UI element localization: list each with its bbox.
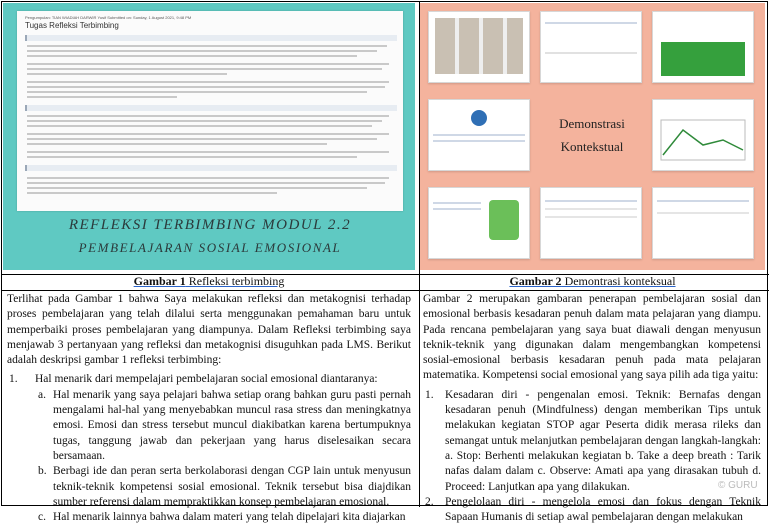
row-divider-captions <box>2 290 769 291</box>
sub-letter: b. <box>38 465 47 478</box>
banner-title: REFLEKSI TERBIMBING MODUL 2.2 <box>68 217 352 233</box>
demo-title-line2: Kontekstual <box>560 139 624 154</box>
slide-line <box>545 22 637 24</box>
slide-thumbnail <box>428 187 530 259</box>
text-line <box>27 125 372 127</box>
right-intro-paragraph: Gambar 2 merupakan gambaran penerapan pembelajaran sosial dan emosional berbasis kesadaran penuh dalam mata pelajaran yang diampu. Pada rencana pembelajaran yang saya buat diawali dengan menyusun teknik-teknik yang digunakan dalam mengembangkan kompetensi sosial-emosional berbasis kesadaran penuh pada mata pelajaran matematika. Kompetensi social emosional yang saya pilih ada tiga yaitu: <box>423 293 761 382</box>
slide-chart <box>661 42 745 76</box>
slide-line <box>545 216 637 218</box>
slide-photo-grid <box>435 18 523 74</box>
slide-thumbnail <box>428 11 530 83</box>
question-bar <box>25 165 397 171</box>
slide-line <box>657 212 749 214</box>
left-intro-paragraph: Terlihat pada Gambar 1 bahwa Saya melakukan refleksi dan metakognisi terhadap proses pembelajaran yang telah dilalui serta menggunakan pemahaman baru untuk memperbaiki proses pembelajaran yang diampunya. Dalam Refleksi terbimbing saya menjawab 3 pertanyaan yang refleksi dan metakognisi disuguhkan pada LMS. Berikut adalah deskripsi gambar 1 refleksi terbimbing: <box>7 293 411 367</box>
slide-line <box>433 208 481 210</box>
reflection-list <box>7 372 411 525</box>
list-item-text: Hal menarik dari mempelajari pembelajaran social emosional diantaranya: <box>35 373 378 386</box>
list-item <box>423 388 761 495</box>
text-line <box>27 63 389 65</box>
list-number: 1. <box>425 388 434 401</box>
slide-line <box>545 52 637 54</box>
text-line <box>27 143 327 145</box>
slide-line <box>545 208 637 210</box>
figure-1-image <box>3 3 415 270</box>
caption-text: Refleksi terbimbing <box>185 274 285 288</box>
text-line <box>27 96 177 98</box>
list-item <box>7 372 411 525</box>
text-line <box>27 86 385 88</box>
list-item <box>423 495 761 525</box>
sub-letter: a. <box>38 388 46 401</box>
sub-item-text: Berbagi ide dan peran serta berkolaborasi dengan CGP lain untuk menyusun teknik-teknik kompetensi sosial emosional. Teknik tersebut bisa diajdikan sumber referensi dalam mempraktikkan konsep pembelajaran emosional. <box>53 465 411 508</box>
text-line <box>27 120 382 122</box>
slide-line <box>433 202 481 204</box>
list-item-text: Pengelolaan diri - mengelola emosi dan fokus dengan Teknik Sapaan Humanis di setiap awal pembelajaran dengan melakukan <box>445 495 761 524</box>
text-line <box>27 50 377 52</box>
text-line <box>27 115 389 117</box>
sub-item-text: Hal menarik lainnya bahwa dalam materi yang telah dipelajari kita diajarkan <box>53 511 406 524</box>
caption-text: Demontrasi konteksual <box>561 274 676 288</box>
text-line <box>27 138 377 140</box>
document-meta: Pengumpulan: TIAN WIADIAH DARWIR Yusif Submitted on: Sunday, 1 August 2021, 9:48 PM <box>25 15 192 20</box>
text-line <box>27 156 357 158</box>
text-line <box>27 55 357 57</box>
slide-line <box>657 200 749 202</box>
text-line <box>27 73 227 75</box>
caption-label: Gambar 2 <box>509 274 562 288</box>
reflection-document <box>17 11 403 211</box>
question-bar <box>25 105 397 111</box>
sub-list-item <box>35 388 411 464</box>
figure-1-caption <box>3 274 415 289</box>
caption-label: Gambar 1 <box>133 274 186 288</box>
text-line <box>27 81 389 83</box>
text-line <box>27 182 385 184</box>
logo-icon <box>471 110 487 126</box>
watermark: © GURU <box>718 480 758 491</box>
list-item-text: Kesadaran diri - pengenalan emosi. Teknik: Bernafas dengan kesadaran penuh (Mindfulness) dengan memberikan Tips untuk melakukan kegiatan STOP agar Peserta didik merasa rileks dan semangat untuk melanjutkan pembelajaran dengan langkah-langkah: a. Stop: Berhenti melakukan kegiatan b. Take a deep breath : Tarik nafas dalam dalam c. Observe: Amati apa yang dirasakan tubuh d. Proceed: Lanjutkan apa yang dilakukan. <box>445 388 761 493</box>
sub-item-text: Hal menarik yang saya pelajari bahwa setiap orang bahkan guru pasti pernah mengalami hal-hal yang menyebabkan muncul rasa stress dan meningkatnya emosi. Emosi dan stress tersebut muncul diakibatkan karena bertumpuknya tugas, tanggung jawab dan pekerjaan yang harus diselesaikan secara bersamaan. <box>53 388 411 462</box>
slide-thumbnail <box>652 11 754 83</box>
document-title: Tugas Refleksi Terbimbing <box>25 21 119 30</box>
text-line <box>27 177 389 179</box>
demo-title-line1: Demonstrasi <box>559 116 625 131</box>
sub-list-item <box>35 510 411 525</box>
text-line <box>27 91 367 93</box>
text-line <box>27 45 387 47</box>
slide-thumbnail <box>428 99 530 171</box>
slide-thumbnail <box>652 187 754 259</box>
left-description <box>7 292 411 525</box>
slide-illustration <box>489 200 519 240</box>
slide-line-chart <box>653 100 753 170</box>
slide-line <box>545 200 637 202</box>
list-number: 2. <box>425 495 434 508</box>
figure-2-caption <box>420 274 765 289</box>
slide-line <box>433 140 525 142</box>
text-line <box>27 151 389 153</box>
competency-list <box>423 388 761 525</box>
banner-subtitle: PEMBELAJARAN SOSIAL EMOSIONAL <box>78 240 342 255</box>
question-bar <box>25 35 397 41</box>
module-banner <box>17 213 403 265</box>
slide-thumbnail <box>652 99 754 171</box>
slide-line <box>433 134 525 136</box>
list-number: 1. <box>9 373 18 386</box>
slide-thumbnail <box>540 11 642 83</box>
slide-thumbnail <box>540 187 642 259</box>
sub-letter: c. <box>38 511 46 524</box>
text-line <box>27 68 382 70</box>
text-line <box>27 133 389 135</box>
sub-list-item <box>35 464 411 510</box>
text-line <box>27 187 367 189</box>
text-line <box>27 192 277 194</box>
demo-title <box>542 112 642 158</box>
right-description <box>423 292 761 525</box>
